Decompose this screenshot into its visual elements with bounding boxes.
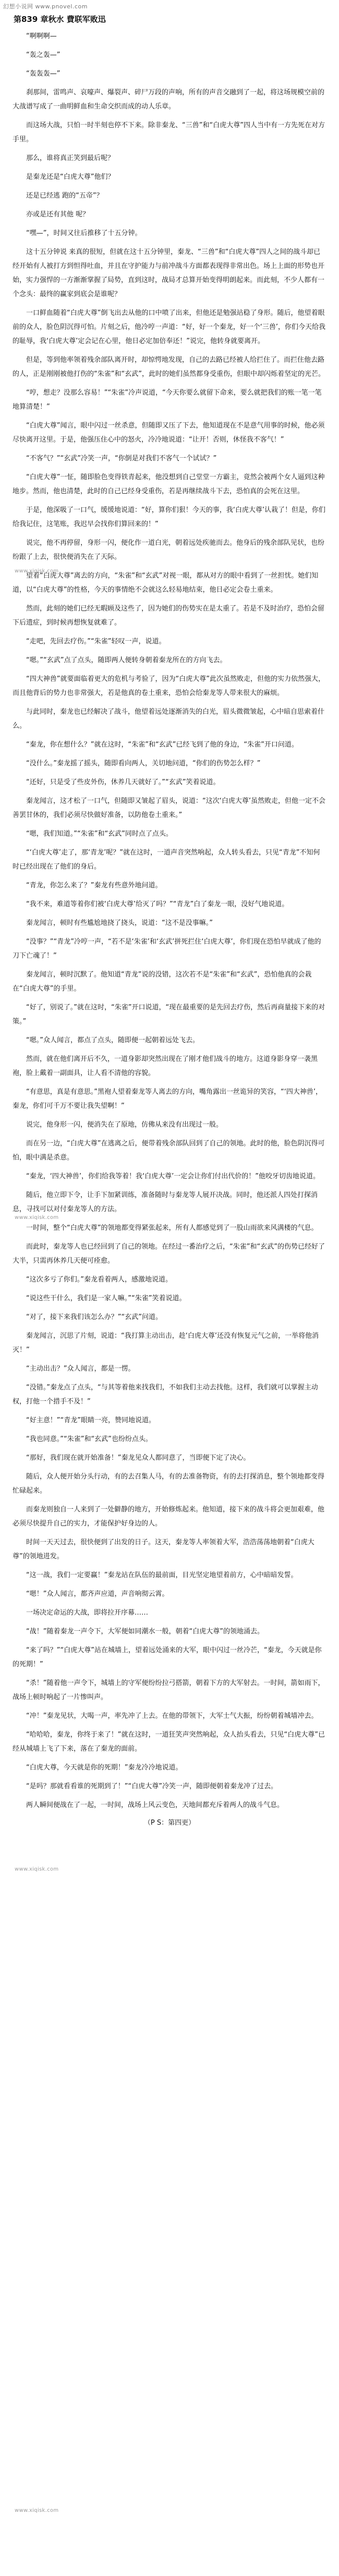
paragraph: “没错。”秦龙点了点头，“与其等着他来找我们，不如我们主动去找他。这样，我们就可以掌握主动权，打他一个措手不及！” [13, 1384, 318, 1406]
paragraph: “还好，只是受了些皮外伤，休养几天就好了。”“玄武”笑着说道。 [26, 778, 220, 786]
paragraph: 望着“白虎大尊”离去的方向，“朱雀”和“玄武”对视一眼，都从对方的眼中看到了一丝担忧。她们知道，以“白虎大尊”的性格，今天的事情绝不会就这么轻易地结束，他日必定会卷土重来。 [13, 572, 319, 594]
paragraph: 说完，他身形一闪，便消失在了原地，仿佛从来没有出现过一般。 [26, 1121, 223, 1129]
paragraph: 但是，等到他率领着残余部队离开时，却惊愕地发现，自己的去路已经被人给拦住了。而拦住他去路的人，正是刚刚被他打伤的“朱雀”和“玄武”，此时的她们虽然都身受重伤，但眼中却闪烁着坚定的光芒。 [13, 356, 325, 378]
paragraph: 一口鲜血随着“白虎大尊”倒飞出去从他的口中喷了出来，但他还是勉强站稳了身形。随后，他望着眼前的众人，脸色阴沉得可怕。片刻之后，他冷哼一声道：“好，好一个秦龙，好一个‘三兽’，你们今天给我的耻辱，我‘白虎大尊’定会记在心里，他日必定加倍奉还！”说完，他转身就要离开。 [13, 309, 326, 345]
chapter-body [13, 29, 326, 1812]
paragraph: “嘿—”，时间又往后推移了十五分钟。 [26, 229, 142, 237]
paragraph: “白虎大尊”一怔，随即脸色变得铁青起来，他没想到自己堂堂一方霸主，竟然会被两个女人逼到这种地步。然而，他也清楚，此时的自己已经身受重伤，若是再继续战斗下去，恐怕真的会死在这里。 [13, 473, 325, 495]
chapter-title: 第839 章秋水 費联军败迅 [14, 15, 106, 24]
paragraph: “四大神兽”就要面临着更大的危机与考验了，因为“白虎大尊”此次虽然败走，但他的实力依然强大，而且他背后的势力也非常强大，若是他真的卷土重来，恐怕会给秦龙等人带来很大的麻烦。 [13, 675, 325, 697]
paragraph: 秦龙闻言，顿时沉默了。他知道“青龙”说的没错，这次若不是“朱雀”和“玄武”，恐怕他真的会栽在“白虎大尊”的手里。 [13, 971, 312, 993]
paragraph: “白虎大尊，今天就是你的死期！”秦龙冷冷地说道。 [26, 1764, 183, 1772]
paragraph: 于是，他深吸了一口气，缓缓地说道：“好，算你们狠！今天的事，我‘白虎大尊’认栽了！但是，你们给我记住，这笔账，我迟早会找你们算回来的！” [13, 506, 326, 528]
paragraph: 时间一天天过去，很快便到了出发的日子。这天，秦龙等人率领着大军，浩浩荡荡地朝着“白虎大尊”的领地进发。 [13, 1539, 314, 1560]
paragraph: “这次多亏了你们。”秦龙看着两人，感激地说道。 [26, 1276, 172, 1284]
paragraph: “我也同意。”“朱雀”和“玄武”也纷纷点头。 [26, 1435, 152, 1443]
paragraph: 是秦龙还是“白虎大尊”他们？ [26, 173, 115, 181]
paragraph: “啊啊啊— [26, 32, 57, 40]
paragraph: 然而，就在他们离开后不久，一道身影却突然出现在了刚才他们战斗的地方。这道身影身穿一袭黑袍，脸上戴着一副面具，让人看不清他的容貌。 [13, 1055, 318, 1077]
paragraph: “白虎大尊”闻言，眼中闪过一丝杀意，但随即又压了下去，他知道现在不是意气用事的时候，他必须尽快离开这里。于是，他强压住心中的怒火，冷冷地说道：“让开！否则，休怪我不客气！” [13, 422, 325, 444]
paragraph: “好了，别说了。”就在这时，“朱雀”开口说道，“现在最重要的是先回去疗伤，然后再商量接下来的对策。” [13, 1004, 325, 1025]
paragraph: 秦龙闻言，沉思了片刻，说道：“我打算主动出击，趁‘白虎大尊’还没有恢复元气之前，一举将他消灭！” [13, 1332, 319, 1354]
paragraph: “我不来，难道等着你们被‘白虎大尊’给灭了吗？”“青龙”白了秦龙一眼，没好气地说道。 [26, 900, 289, 908]
paragraph: 随后，他立即下令，让手下加紧训练，准备随时与秦龙等人展开决战。同时，他还派人四处打探消息，寻找可以对付秦龙等人的方法。 [13, 1191, 318, 1213]
inline-watermark: www.xiqisk.com [15, 568, 59, 574]
paragraph: “嗯。”“玄武”点了点头，随即两人便转身朝着秦龙所在的方向飞去。 [26, 656, 227, 664]
inline-watermark: www.xiqisk.com [15, 2508, 59, 2513]
paragraph: “走吧，先回去疗伤。”“朱雀”轻叹一声，说道。 [26, 638, 166, 645]
paragraph: 随后，众人便开始分头行动，有的去召集人马，有的去准备物资，有的去打探消息，整个领地都变得忙碌起来。 [13, 1473, 325, 1495]
paragraph: “‘白虎大尊’走了，那‘青龙’呢？”就在这时，一道声音突然响起，众人转头看去，只见“青龙”不知何时已经出现在了他们的身后。 [13, 849, 320, 871]
paragraph: “秦龙，你在想什么？”就在这时，“朱雀”和“玄武”已经飞到了他的身边，“朱雀”开口问道。 [26, 741, 298, 749]
paragraph: 而秦龙则独自一人来到了一处僻静的地方，开始修炼起来。他知道，接下来的战斗将会更加艰难，他必须尽快提升自己的实力，才能保护好身边的人。 [13, 1506, 325, 1528]
paragraph: “战！”随着秦龙一声令下，大军便如同潮水一般，朝着“白虎大尊”的领地涌去。 [26, 1628, 264, 1635]
paragraph: 一场决定命运的大战，即将拉开序幕…… [26, 1609, 149, 1617]
paragraph: “主动出击？”众人闻言，都是一愣。 [26, 1365, 135, 1373]
paragraph: “哼，想走？没那么容易！”“朱雀”冷声说道，“今天你要么就留下命来，要么就把我们的账一笔一笔地算清楚！” [13, 389, 322, 411]
paragraph: “哈哈哈，秦龙，你终于来了！”就在这时，一道狂笑声突然响起，众人抬头看去，只见“白虎大尊”已经从城墙上飞了下来，落在了秦龙的面前。 [13, 1731, 325, 1753]
paragraph: “是吗？那就看看谁的死期到了！”“白虎大尊”冷笑一声，随即便朝着秦龙冲了过去。 [26, 1783, 277, 1790]
paragraph: 与此同时，秦龙也已经解决了战斗，他望着远处逐渐消失的白光，眉头微微皱起，心中暗自思索着什么。 [13, 708, 325, 730]
paragraph: 还是已经逃 跑的“五帝”？ [26, 192, 103, 200]
paragraph: 那么，谁将真正笑到最后呢？ [26, 154, 115, 162]
paragraph: “没事？”“青龙”冷哼一声，“若不是‘朱雀’和‘玄武’拼死拦住‘白虎大尊’，你们现在恐怕早就成了他的刀下亡魂了！” [13, 938, 321, 960]
paragraph: 秦龙闻言，这才松了一口气，但随即又皱起了眉头，说道：“这次‘白虎大尊’虽然败走，但他一定不会善罢甘休的，我们必须尽快做好准备，以防他卷土重来。” [13, 797, 326, 819]
paragraph: “来了吗？”“白虎大尊”站在城墙上，望着远处涌来的大军，眼中闪过一丝冷芒，“秦龙，今天就是你的死期！” [13, 1646, 322, 1668]
paragraph: “嗯！”众人闻言，都齐声应道，声音响彻云霄。 [26, 1590, 169, 1598]
paragraph: “轰轰轰—” [26, 70, 60, 78]
paragraph: “青龙，你怎么来了？”秦龙有些意外地问道。 [26, 882, 162, 889]
paragraph: “有意思，真是有意思。”黑袍人望着秦龙等人离去的方向，嘴角露出一丝诡异的笑容，“‘四大神兽’，秦龙，你们可千万不要让我失望啊！” [13, 1088, 322, 1110]
paragraph: “杀！”随着他一声令下，城墙上的守军便纷纷拉弓搭箭，朝着下方的大军射去。一时间，箭如雨下，战场上顿时响起了一片惨叫声。 [13, 1679, 325, 1701]
footer-note: （P S：第四更） [143, 1819, 196, 1827]
paragraph: “轰之轰—” [26, 51, 60, 59]
paragraph: “这一战，我们一定要赢！”秦龙站在队伍的最前面，目光坚定地望着前方，心中暗暗发誓。 [26, 1571, 298, 1579]
inline-watermark: www.xiqisk.com [15, 1866, 59, 1872]
paragraph: “不客气？”“玄武”冷笑一声，“你倒是对我们不客气一个试试？” [26, 455, 217, 462]
paragraph: 说完，他不再停留，身形一闪，便化作一道白光，朝着远处疾驰而去。他身后的残余部队见状，也纷纷跟了上去，很快便消失在了天际。 [13, 539, 325, 561]
inline-watermark: www.xiqisk.com [15, 1215, 59, 1220]
paragraph: “秦龙，‘四大神兽’，你们给我等着！我‘白虎大尊’一定会让你们付出代价的！”他咬牙切齿地说道。 [26, 1173, 320, 1180]
paragraph: 一时间，整个“白虎大尊”的领地都变得紧张起来，所有人都感觉到了一股山雨欲来风满楼的气息。 [26, 1224, 318, 1232]
paragraph: 秦龙闻言，顿时有些尴尬地挠了挠头，说道：“这不是没事嘛。” [26, 919, 213, 927]
paragraph: “冲！”秦龙见状，大喝一声，率先冲了上去。在他的带领下，大军士气大振，纷纷朝着城墙冲去。 [26, 1712, 318, 1720]
paragraph: “嗯。”众人闻言，都点了点头，随即便一起朝着远处飞去。 [26, 1036, 199, 1044]
paragraph: “说这些干什么，我们是一家人嘛。”“朱雀”笑着说道。 [26, 1295, 186, 1302]
paragraph: “没什么。”秦龙摇了摇头，随即看向两人，关切地问道，“你们的伤势怎么样？” [26, 760, 261, 767]
paragraph: 然而，此刻的她们已经无暇顾及这些了，因为她们的伤势实在是太重了。若是不及时治疗，恐怕会留下后遗症，到时候再想恢复就难了。 [13, 605, 325, 627]
paragraph: “好主意！”“青龙”眼睛一亮，赞同地说道。 [26, 1417, 155, 1424]
paragraph: 亦或是还有其他 呢？ [26, 211, 90, 218]
paragraph: 而在另一边，“白虎大尊”在逃离之后，便带着残余部队回到了自己的领地。此时的他，脸色阴沉得可怕，眼中满是杀意。 [13, 1140, 325, 1162]
paragraph: 刹那间，雷鸣声、哀嚎声、爆裂声、碎尸万段的声响，所有的声音交融到了一起，将这场规模空前的大战谱写成了一曲明鲜血和生命交织而成的动人乐章。 [13, 89, 325, 111]
paragraph: “嗯，我们知道。”“朱雀”和“玄武”同时点了点头。 [26, 830, 173, 838]
paragraph: “那好，我们现在就开始准备！”秦龙见众人都同意了，当即便下定了决心。 [26, 1454, 250, 1462]
paragraph: 这十五分钟说 来真的很短，但就在这十五分钟里，秦龙、“三兽”和“白虎大尊”四人之间的战斗却已经开始有人被打方到怛得吐血，并且在守护能力与前冲战斗方面都表现得非常出色。场上上面的形势也开始，实力强悍的一方渐渐掌握了局势，直到这时，战局才总算开始变得明朗起来。而此刻，不少人都有一个念头：最终的赢家到底会是谁呢？ [13, 248, 325, 298]
paragraph: 而此时，秦龙等人也已经回到了自己的领地。在经过一番治疗之后，“朱雀”和“玄武”的伤势已经好了大半，只需再休养几天便可痊愈。 [13, 1243, 325, 1265]
site-watermark: 幻想小说网 www.pnovel.com [3, 3, 88, 10]
paragraph: 而这场大战，只怕一时半刻也停不下来。除非秦龙、“三兽”和“白虎大尊”四人当中有一方先死在对方手里。 [13, 121, 325, 143]
paragraph: “对了，接下来我们该怎么办？”“玄武”问道。 [26, 1313, 162, 1321]
paragraph: 两人瞬间便战在了一起，一时间，战场上风云变色，天地间都充斥着两人的战斗气息。 [26, 1801, 284, 1809]
